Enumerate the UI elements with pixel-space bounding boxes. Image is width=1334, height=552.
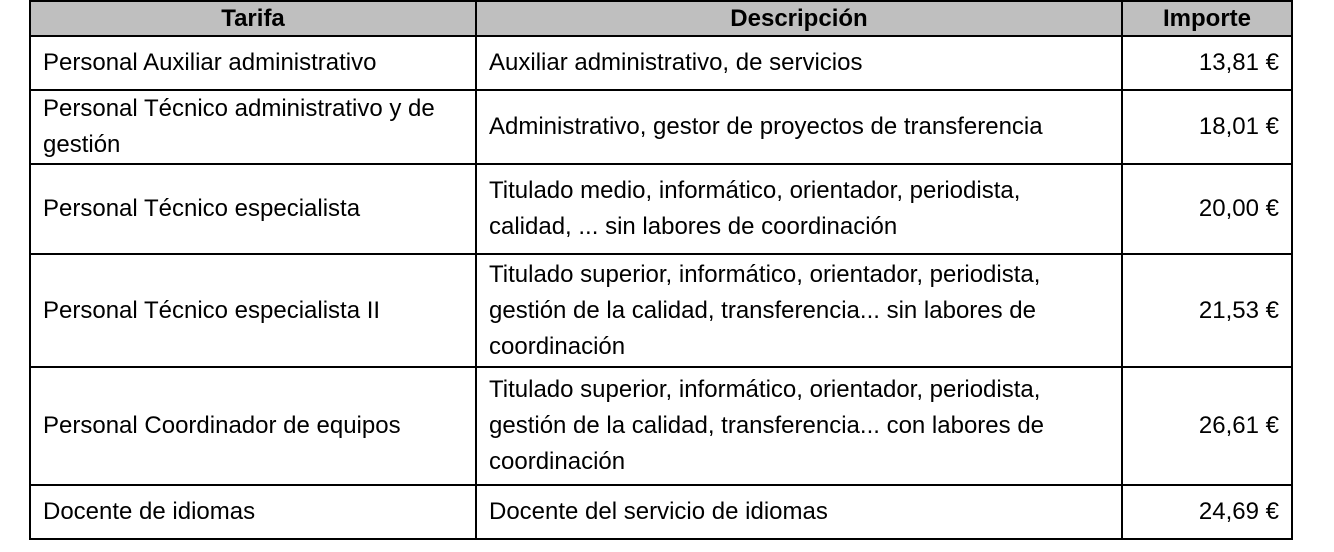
descripcion-cell: Titulado superior, informático, orientador, periodista, gestión de la calidad, transferencia... con labores de coordinación (476, 367, 1122, 485)
descripcion-cell: Titulado medio, informático, orientador, periodista, calidad, ... sin labores de coordinación (476, 164, 1122, 254)
tarifa-cell: Personal Técnico administrativo y de gestión (30, 90, 476, 164)
header-tarifa: Tarifa (30, 1, 476, 36)
header-descripcion: Descripción (476, 1, 1122, 36)
importe-cell: 18,01 € (1122, 90, 1292, 164)
tarifa-cell: Personal Coordinador de equipos (30, 367, 476, 485)
table-row (30, 367, 1292, 485)
table-row (30, 164, 1292, 254)
importe-cell: 21,53 € (1122, 254, 1292, 367)
tarifa-cell: Personal Auxiliar administrativo (30, 36, 476, 90)
header-row (30, 1, 1292, 36)
descripcion-cell: Administrativo, gestor de proyectos de transferencia (476, 90, 1122, 164)
table-row (30, 485, 1292, 539)
descripcion-cell: Titulado superior, informático, orientador, periodista, gestión de la calidad, transferencia... sin labores de coordinación (476, 254, 1122, 367)
importe-cell: 20,00 € (1122, 164, 1292, 254)
descripcion-cell: Auxiliar administrativo, de servicios (476, 36, 1122, 90)
descripcion-cell: Docente del servicio de idiomas (476, 485, 1122, 539)
tarifa-cell: Docente de idiomas (30, 485, 476, 539)
table-row (30, 90, 1292, 164)
importe-cell: 13,81 € (1122, 36, 1292, 90)
importe-cell: 26,61 € (1122, 367, 1292, 485)
tarifa-cell: Personal Técnico especialista (30, 164, 476, 254)
header-importe: Importe (1122, 1, 1292, 36)
tarifa-cell: Personal Técnico especialista II (30, 254, 476, 367)
table-row (30, 254, 1292, 367)
importe-cell: 24,69 € (1122, 485, 1292, 539)
tarifas-table (29, 0, 1293, 540)
table-row (30, 36, 1292, 90)
